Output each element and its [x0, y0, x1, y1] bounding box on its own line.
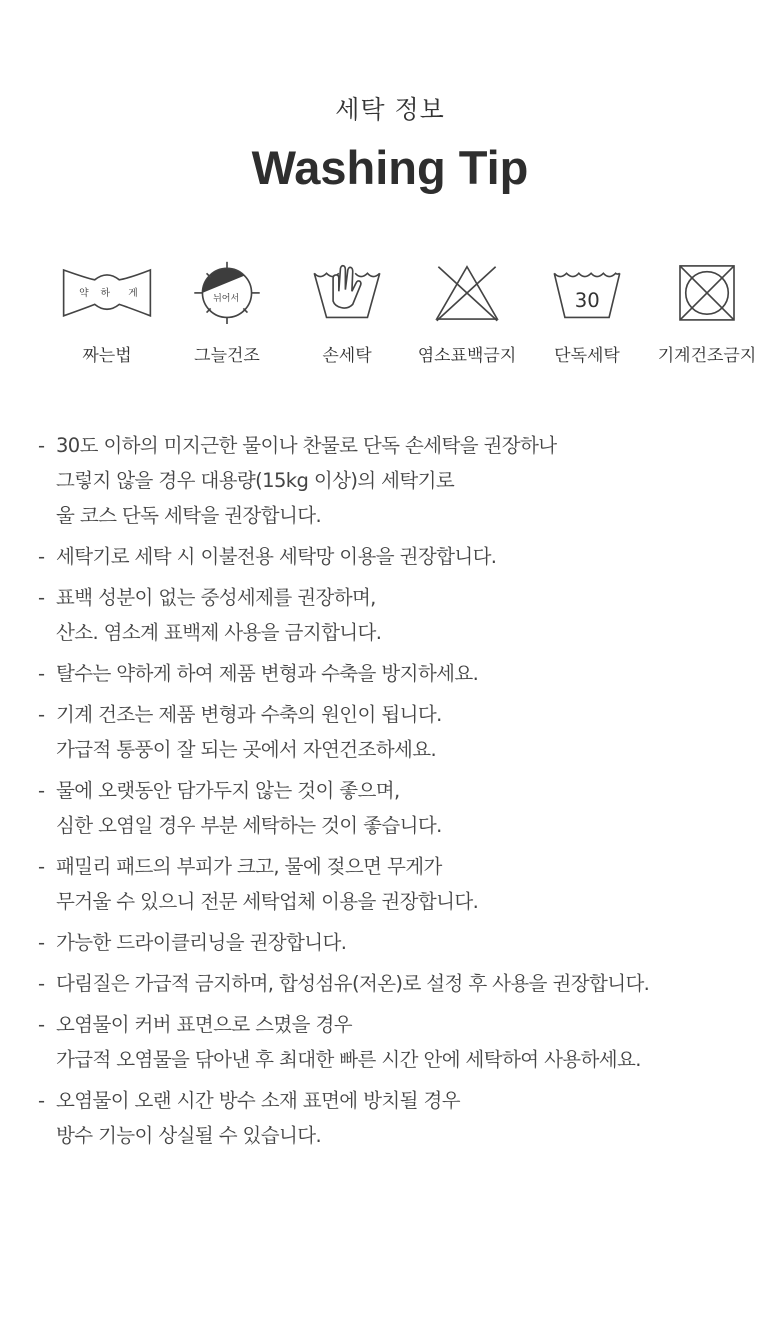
- tip-line: 가능한 드라이클리닝을 권장합니다.: [56, 931, 347, 954]
- tip-line: 30도 이하의 미지근한 물이나 찬물로 단독 손세탁을 권장하나: [56, 434, 557, 457]
- tip-line: 그렇지 않을 경우 대용량(15kg 이상)의 세탁기로: [56, 469, 455, 492]
- tip-item: [38, 656, 758, 691]
- svg-text:뉘어서: 뉘어서: [213, 294, 240, 305]
- tip-line: 물에 오랫동안 담가두지 않는 것이 좋으며,: [56, 779, 400, 802]
- svg-text:게: 게: [128, 288, 138, 300]
- tip-dash: -: [38, 434, 45, 457]
- tip-item: [38, 428, 758, 533]
- tip-line: 기계 건조는 제품 변형과 수축의 원인이 됩니다.: [56, 703, 442, 726]
- icon-label-no-bleach: 염소표백금지: [417, 346, 517, 366]
- wring-icon: [62, 255, 152, 330]
- tip-line: 표백 성분이 없는 중성세제를 권장하며,: [56, 586, 376, 609]
- icon-label-hand-wash: 손세탁: [322, 346, 372, 366]
- icon-label-wash-30: 단독세탁: [554, 346, 620, 366]
- svg-text:하: 하: [100, 288, 110, 300]
- care-icon-wring: [52, 255, 162, 375]
- tip-dash: -: [38, 703, 45, 726]
- care-icon-no-bleach: [412, 255, 522, 375]
- tip-line: 가급적 오염물을 닦아낸 후 최대한 빠른 시간 안에 세탁하여 사용하세요.: [56, 1048, 641, 1071]
- no-bleach-icon: [422, 255, 512, 330]
- tip-line: 오염물이 오랜 시간 방수 소재 표면에 방치될 경우: [56, 1089, 460, 1112]
- tip-item: [38, 849, 758, 919]
- tip-line: 세탁기로 세탁 시 이불전용 세탁망 이용을 권장합니다.: [56, 545, 497, 568]
- tip-line: 무거울 수 있으니 전문 세탁업체 이용을 권장합니다.: [56, 890, 479, 913]
- icon-label-no-tumble-dry: 기계건조금지: [657, 346, 757, 366]
- care-icon-shade-dry: [172, 255, 282, 375]
- tip-line: 방수 기능이 상실될 수 있습니다.: [56, 1124, 322, 1147]
- tip-item: [38, 580, 758, 650]
- tip-line: 산소. 염소계 표백제 사용을 금지합니다.: [56, 621, 382, 644]
- tip-dash: -: [38, 855, 45, 878]
- tip-dash: -: [38, 1089, 45, 1112]
- hand-wash-icon: [302, 255, 392, 330]
- svg-text:약: 약: [79, 288, 89, 300]
- tip-dash: -: [38, 662, 45, 685]
- subtitle: 세탁 정보: [335, 95, 445, 124]
- care-icon-wash-30: [532, 255, 642, 375]
- tip-item: [38, 925, 758, 960]
- care-icon-no-tumble-dry: [652, 255, 762, 375]
- tip-item: [38, 539, 758, 574]
- icon-label-shade-dry: 그늘건조: [194, 346, 260, 366]
- tip-item: [38, 773, 758, 843]
- no-tumble-dry-icon: [662, 255, 752, 330]
- wash-30-icon: [542, 255, 632, 330]
- tip-dash: -: [38, 931, 45, 954]
- care-icons-row: [52, 255, 757, 375]
- tip-item: [38, 1007, 758, 1077]
- tip-line: 패밀리 패드의 부피가 크고, 물에 젖으면 무게가: [56, 855, 442, 878]
- tip-dash: -: [38, 545, 45, 568]
- tip-line: 탈수는 약하게 하여 제품 변형과 수축을 방지하세요.: [56, 662, 479, 685]
- tip-item: [38, 697, 758, 767]
- tip-item: [38, 1083, 758, 1153]
- tip-line: 오염물이 커버 표면으로 스몄을 경우: [56, 1013, 352, 1036]
- svg-text:30: 30: [574, 288, 600, 312]
- icon-label-wring: 짜는법: [82, 346, 132, 366]
- care-icon-hand-wash: [292, 255, 402, 375]
- tip-line: 울 코스 단독 세탁을 권장합니다.: [56, 504, 322, 527]
- page-title: Washing Tip: [251, 141, 529, 194]
- tip-dash: -: [38, 972, 45, 995]
- tip-dash: -: [38, 779, 45, 802]
- tip-dash: -: [38, 1013, 45, 1036]
- tip-line: 다림질은 가급적 금지하며, 합성섬유(저온)로 설정 후 사용을 권장합니다.: [56, 972, 650, 995]
- shade-dry-icon: [182, 255, 272, 330]
- tip-dash: -: [38, 586, 45, 609]
- tip-line: 가급적 통풍이 잘 되는 곳에서 자연건조하세요.: [56, 738, 437, 761]
- tip-item: [38, 966, 758, 1001]
- tip-line: 심한 오염일 경우 부분 세탁하는 것이 좋습니다.: [56, 814, 442, 837]
- washing-tips-list: [38, 428, 758, 1159]
